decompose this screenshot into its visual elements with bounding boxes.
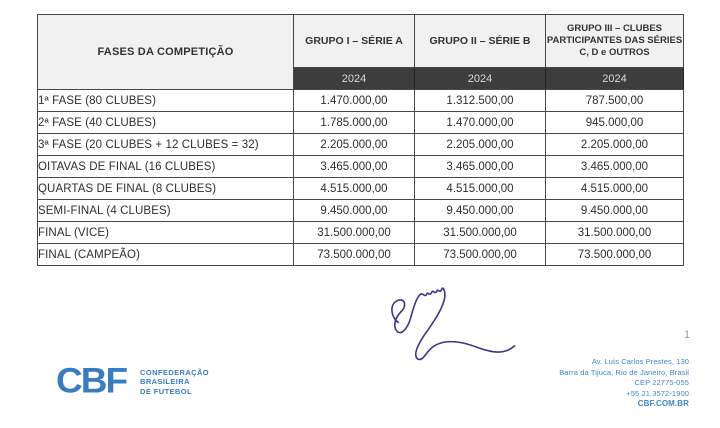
table-row <box>38 178 684 200</box>
phase-cell: 3ª FASE (20 CLUBES + 12 CLUBES = 32) <box>38 134 294 156</box>
table-row <box>38 156 684 178</box>
value-cell: 1.470.000,00 <box>415 112 546 134</box>
address-line: CEP 22775-055 <box>634 378 689 387</box>
table-row <box>38 244 684 266</box>
handwritten-signature <box>384 282 526 368</box>
year-cell: 2024 <box>415 68 546 90</box>
column-header-group3: GRUPO III – CLUBES PARTICIPANTES DAS SÉRIES C, D e OUTROS <box>546 15 684 68</box>
value-cell: 1.312.500,00 <box>415 90 546 112</box>
address-line: +55 21 3572-1900 <box>626 388 689 398</box>
address-line: Av. Luís Carlos Prestes, 130 <box>591 357 689 366</box>
value-cell: 3.465.000,00 <box>294 156 415 178</box>
table-row <box>38 200 684 222</box>
website-text: CBF.COM.BR <box>637 399 689 408</box>
value-cell: 31.500.000,00 <box>546 222 684 244</box>
logo-sub-line: DE FUTEBOL <box>140 386 192 396</box>
column-header-phases: FASES DA COMPETIÇÃO <box>38 15 294 90</box>
phase-cell: OITAVAS DE FINAL (16 CLUBES) <box>38 156 294 178</box>
table-row <box>38 90 684 112</box>
value-cell: 4.515.000,00 <box>415 178 546 200</box>
year-cell: 2024 <box>546 68 684 90</box>
phase-cell: QUARTAS DE FINAL (8 CLUBES) <box>38 178 294 200</box>
cbf-logo-subtext <box>140 366 209 397</box>
phase-cell: FINAL (CAMPEÃO) <box>38 244 294 266</box>
value-cell: 9.450.000,00 <box>415 200 546 222</box>
logo-sub-line: BRASILEIRA <box>140 377 190 387</box>
table-row <box>38 134 684 156</box>
year-cell: 2024 <box>294 68 415 90</box>
value-cell: 31.500.000,00 <box>415 222 546 244</box>
value-cell: 787.500,00 <box>546 90 684 112</box>
value-cell: 1.470.000,00 <box>294 90 415 112</box>
value-cell: 2.205.000,00 <box>415 134 546 156</box>
value-cell: 73.500.000,00 <box>546 244 684 266</box>
cbf-logo-text: CBF <box>56 361 127 400</box>
page-number: 1 <box>684 329 691 341</box>
value-cell: 9.450.000,00 <box>546 200 684 222</box>
phase-cell: SEMI-FINAL (4 CLUBES) <box>38 200 294 222</box>
prize-table <box>37 14 684 266</box>
table-row <box>38 112 684 134</box>
value-cell: 73.500.000,00 <box>415 244 546 266</box>
value-cell: 3.465.000,00 <box>546 156 684 178</box>
phase-cell: FINAL (VICE) <box>38 222 294 244</box>
logo-sub-line: CONFEDERAÇÃO <box>140 367 210 377</box>
value-cell: 2.205.000,00 <box>546 134 684 156</box>
column-header-group2: GRUPO II – SÉRIE B <box>415 15 546 68</box>
value-cell: 4.515.000,00 <box>546 178 684 200</box>
value-cell: 1.785.000,00 <box>294 112 415 134</box>
value-cell: 73.500.000,00 <box>294 244 415 266</box>
value-cell: 2.205.000,00 <box>294 134 415 156</box>
value-cell: 4.515.000,00 <box>294 178 415 200</box>
column-header-group1: GRUPO I – SÉRIE A <box>294 15 415 68</box>
cbf-logo <box>56 362 209 400</box>
value-cell: 31.500.000,00 <box>294 222 415 244</box>
value-cell: 9.450.000,00 <box>294 200 415 222</box>
phase-cell: 2ª FASE (40 CLUBES) <box>38 112 294 134</box>
value-cell: 3.465.000,00 <box>415 156 546 178</box>
address-block <box>559 357 689 410</box>
value-cell: 945.000,00 <box>546 112 684 134</box>
address-line: Barra da Tijuca, Rio de Janeiro, Brasil <box>559 367 689 377</box>
table-row <box>38 222 684 244</box>
phase-cell: 1ª FASE (80 CLUBES) <box>38 90 294 112</box>
